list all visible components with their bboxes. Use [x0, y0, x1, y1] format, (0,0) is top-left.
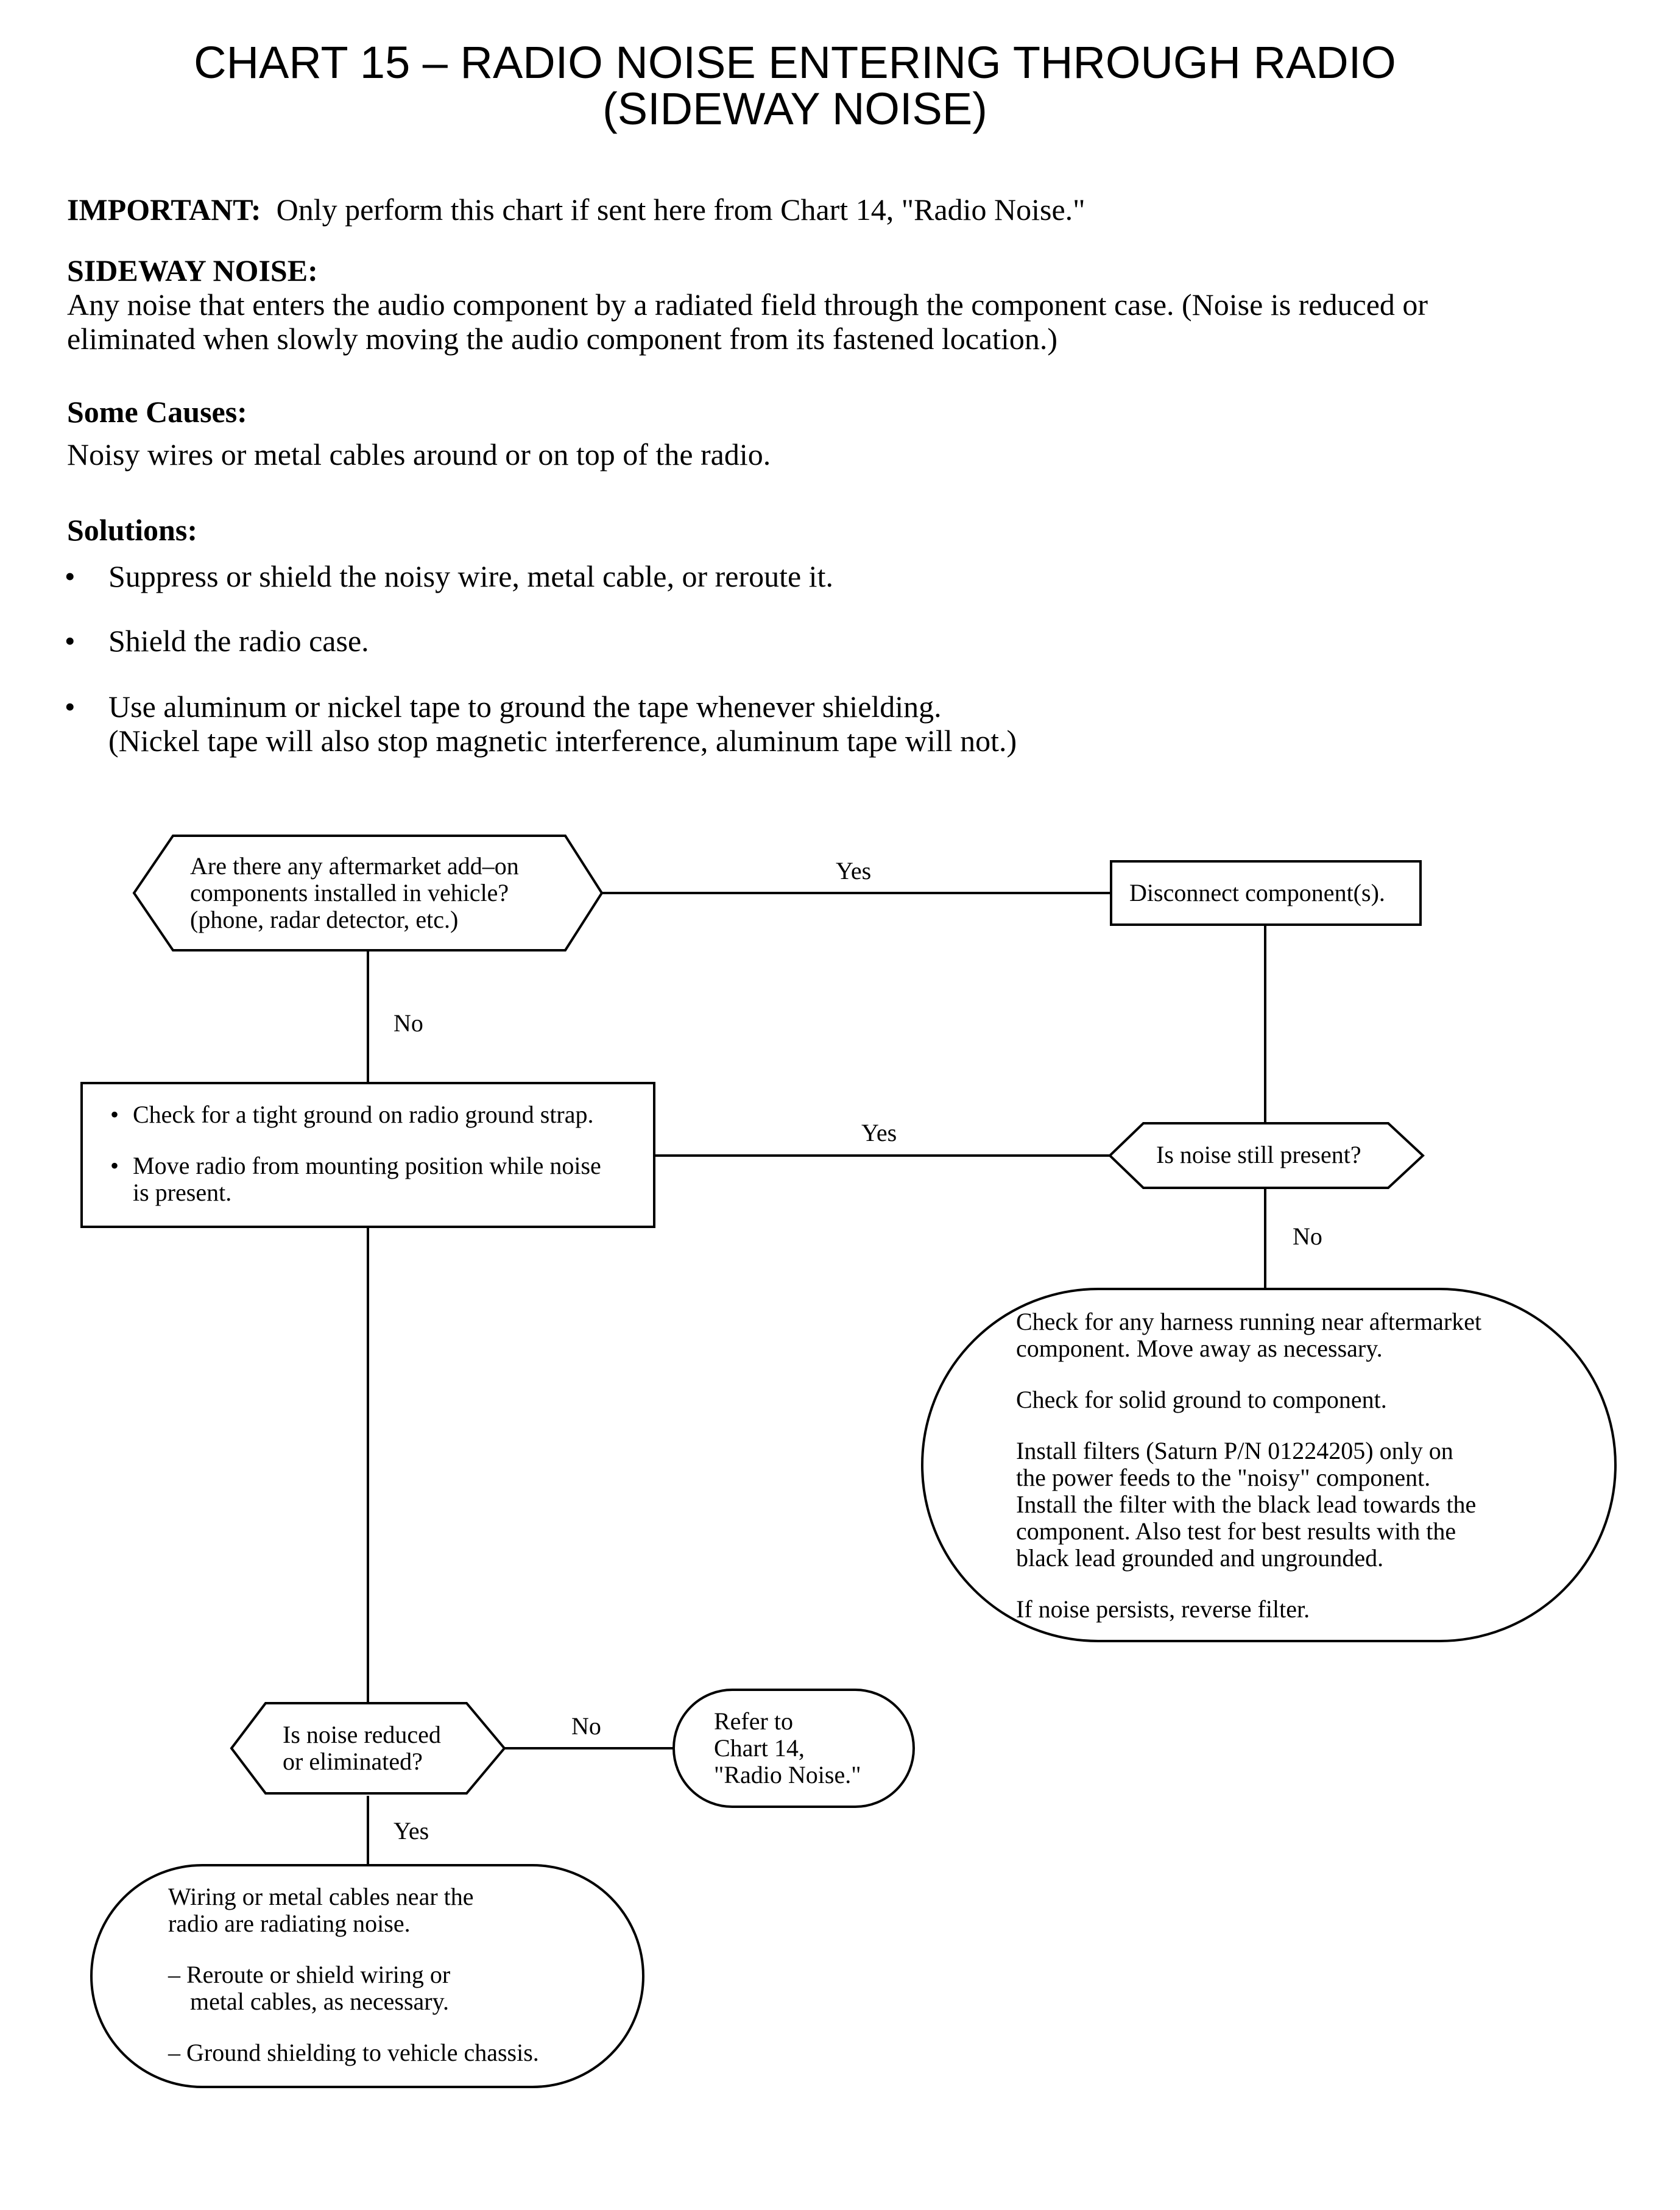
label-yes-check: Yes [861, 1119, 897, 1146]
solutions-heading: Solutions: [67, 513, 197, 547]
refer-text [714, 1708, 861, 1788]
decision-aftermarket-text [190, 853, 519, 933]
sideway-text-line2: eliminated when slowly moving the audio component from its fastened location.) [67, 322, 1058, 356]
wiring-text [168, 1883, 539, 2066]
solution-text-2: Shield the radio case. [108, 624, 369, 658]
chart-title-line1: CHART 15 – RADIO NOISE ENTERING THROUGH RADIO [194, 37, 1396, 88]
aftermarket-line3: (phone, radar detector, etc.) [190, 906, 459, 933]
wiring-p2-line1: – Reroute or shield wiring or [168, 1961, 451, 1988]
bullet-icon: • [65, 624, 76, 658]
important-label: IMPORTANT: [67, 192, 261, 227]
bullet-icon: • [65, 690, 76, 724]
sideway-heading: SIDEWAY NOISE: [67, 253, 318, 288]
reduced-line2: or eliminated? [283, 1748, 423, 1775]
label-yes-aftermarket: Yes [836, 857, 872, 884]
bullet-icon: • [65, 559, 76, 593]
chart-title-line2: (SIDEWAY NOISE) [602, 83, 987, 134]
check-item-1: Check for a tight ground on radio ground strap. [133, 1101, 594, 1128]
solution-text-3-line2: (Nickel tape will also stop magnetic interference, aluminum tape will not.) [108, 724, 1017, 758]
solution-text-1: Suppress or shield the noisy wire, metal cable, or reroute it. [108, 559, 833, 593]
aftermarket-line2: components installed in vehicle? [190, 879, 509, 906]
label-yes-reduced: Yes [394, 1817, 429, 1845]
important-text: Only perform this chart if sent here from Chart 14, "Radio Noise." [276, 192, 1085, 227]
harness-p1-line1: Check for any harness running near aftermarket [1016, 1308, 1482, 1335]
refer-line2: Chart 14, [714, 1734, 805, 1762]
harness-p3-line3: Install the filter with the black lead towards the [1016, 1491, 1477, 1518]
check-ground-text [96, 1101, 601, 1206]
refer-line1: Refer to [714, 1707, 793, 1735]
harness-p4: If noise persists, reverse filter. [1016, 1595, 1310, 1623]
harness-p1-line2: component. Move away as necessary. [1016, 1335, 1383, 1362]
check-item-2-line1: Move radio from mounting position while noise [133, 1152, 601, 1179]
bullet-icon: • [110, 1152, 119, 1179]
harness-p2: Check for solid ground to component. [1016, 1386, 1387, 1413]
harness-p3-line4: component. Also test for best results with the [1016, 1517, 1456, 1545]
wiring-p1-line1: Wiring or metal cables near the [168, 1883, 474, 1910]
harness-p3-line5: black lead grounded and ungrounded. [1016, 1544, 1384, 1572]
wiring-p3: – Ground shielding to vehicle chassis. [168, 2039, 539, 2066]
harness-text [1016, 1308, 1481, 1623]
label-no-aftermarket: No [394, 1009, 423, 1037]
causes-text: Noisy wires or metal cables around or on top of the radio. [67, 437, 771, 471]
solution-text-3: Use aluminum or nickel tape to ground the tape whenever shielding. [108, 690, 942, 724]
causes-heading: Some Causes: [67, 395, 247, 429]
refer-line3: "Radio Noise." [714, 1761, 861, 1788]
sideway-text-line1: Any noise that enters the audio component by a radiated field through the component case. (Noise is reduced or [67, 288, 1428, 322]
label-no-still-present: No [1293, 1223, 1322, 1250]
harness-p3-line1: Install filters (Saturn P/N 01224205) only on [1016, 1437, 1453, 1464]
wiring-p2-line2: metal cables, as necessary. [190, 1988, 449, 2015]
label-no-reduced: No [571, 1712, 601, 1740]
still-present-text: Is noise still present? [1156, 1141, 1361, 1168]
wiring-p1-line2: radio are radiating noise. [168, 1910, 411, 1937]
reduced-line1: Is noise reduced [283, 1721, 441, 1748]
reduced-text [283, 1721, 441, 1775]
check-item-2-line2: is present. [133, 1179, 232, 1206]
aftermarket-line1: Are there any aftermarket add–on [190, 852, 519, 880]
harness-p3-line2: the power feeds to the "noisy" component. [1016, 1464, 1431, 1491]
disconnect-text: Disconnect component(s). [1129, 879, 1385, 906]
bullet-icon: • [110, 1101, 119, 1128]
